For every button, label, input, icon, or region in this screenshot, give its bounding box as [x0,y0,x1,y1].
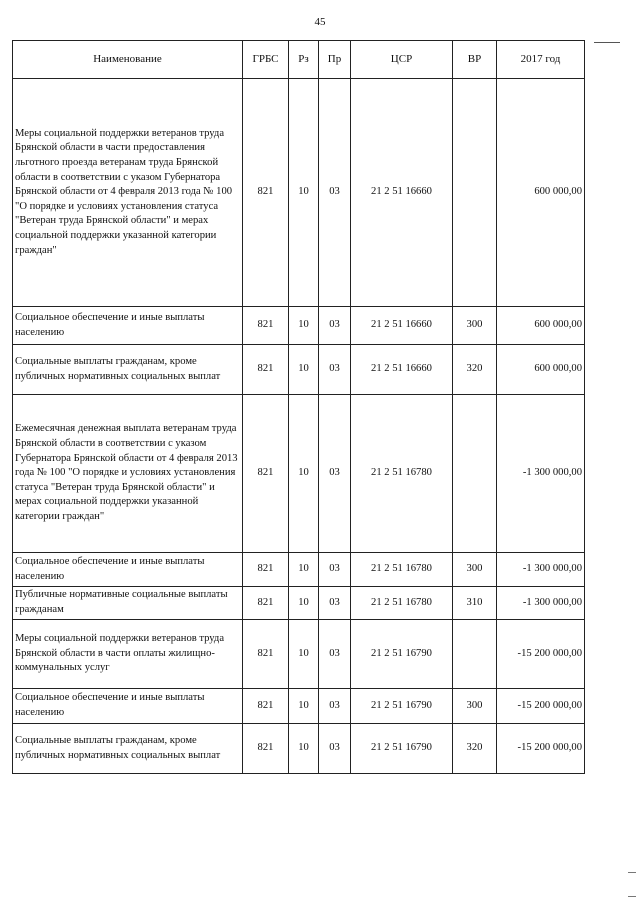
row-name: Социальное обеспечение и иные выплаты населению [13,307,243,345]
row-csr: 21 2 51 16660 [351,345,453,395]
row-name: Социальное обеспечение и иные выплаты населению [13,553,243,587]
col-header-amount: 2017 год [497,41,585,79]
col-header-csr: ЦСР [351,41,453,79]
row-vr: 320 [453,724,497,774]
row-grbs: 821 [243,307,289,345]
table-row [13,724,585,774]
row-name: Ежемесячная денежная выплата ветеранам труда Брянской области в соответствии с указом Губернатора Брянской области от 4 февраля 2013 года № 100 "О порядке и условиях установления статуса "Ветеран труда Брянской области" и мерах социальной поддержки указанной категории граждан" [13,395,243,553]
row-pr: 03 [319,620,351,689]
table-row [13,395,585,553]
row-name: Меры социальной поддержки ветеранов труда Брянской области в части оплаты жилищно-коммунальных услуг [13,620,243,689]
row-csr: 21 2 51 16780 [351,587,453,620]
row-rz: 10 [289,553,319,587]
table-row [13,587,585,620]
row-grbs: 821 [243,724,289,774]
table-row [13,553,585,587]
row-vr: 300 [453,689,497,724]
row-grbs: 821 [243,689,289,724]
row-vr [453,79,497,307]
row-amount: -15 200 000,00 [497,689,585,724]
row-amount: -15 200 000,00 [497,724,585,774]
row-amount: -1 300 000,00 [497,587,585,620]
row-csr: 21 2 51 16660 [351,307,453,345]
row-vr [453,395,497,553]
page-number: 45 [314,16,326,28]
row-amount: 600 000,00 [497,307,585,345]
row-rz: 10 [289,587,319,620]
row-rz: 10 [289,724,319,774]
row-vr: 300 [453,553,497,587]
row-rz: 10 [289,689,319,724]
row-grbs: 821 [243,79,289,307]
row-pr: 03 [319,689,351,724]
row-csr: 21 2 51 16790 [351,724,453,774]
row-amount: -1 300 000,00 [497,553,585,587]
row-grbs: 821 [243,620,289,689]
table-row [13,345,585,395]
table-row [13,689,585,724]
row-rz: 10 [289,395,319,553]
col-header-pr: Пр [319,41,351,79]
row-rz: 10 [289,79,319,307]
row-pr: 03 [319,395,351,553]
scan-mark [628,872,636,873]
col-header-rz: Рз [289,41,319,79]
row-amount: 600 000,00 [497,79,585,307]
row-pr: 03 [319,724,351,774]
row-vr: 320 [453,345,497,395]
col-header-grbs: ГРБС [243,41,289,79]
row-rz: 10 [289,620,319,689]
row-grbs: 821 [243,395,289,553]
row-csr: 21 2 51 16660 [351,79,453,307]
row-csr: 21 2 51 16790 [351,689,453,724]
table-row [13,620,585,689]
row-csr: 21 2 51 16780 [351,553,453,587]
scan-mark [594,42,620,43]
row-grbs: 821 [243,553,289,587]
row-grbs: 821 [243,587,289,620]
row-pr: 03 [319,307,351,345]
row-name: Социальные выплаты гражданам, кроме публичных нормативных социальных выплат [13,724,243,774]
row-rz: 10 [289,345,319,395]
row-amount: -15 200 000,00 [497,620,585,689]
col-header-vr: ВР [453,41,497,79]
row-amount: -1 300 000,00 [497,395,585,553]
row-vr [453,620,497,689]
row-csr: 21 2 51 16780 [351,395,453,553]
table-row [13,307,585,345]
row-pr: 03 [319,587,351,620]
col-header-name: Наименование [13,41,243,79]
budget-table [12,40,585,774]
row-csr: 21 2 51 16790 [351,620,453,689]
row-name: Публичные нормативные социальные выплаты гражданам [13,587,243,620]
row-pr: 03 [319,345,351,395]
table-row [13,79,585,307]
row-vr: 300 [453,307,497,345]
scan-mark [628,896,636,897]
row-name: Социальное обеспечение и иные выплаты населению [13,689,243,724]
row-vr: 310 [453,587,497,620]
row-pr: 03 [319,553,351,587]
row-rz: 10 [289,307,319,345]
table-header-row [13,41,585,79]
row-pr: 03 [319,79,351,307]
row-name: Меры социальной поддержки ветеранов труда Брянской области в части предоставления льготного проезда ветеранам труда Брянской области в соответствии с указом Губернатора Брянской области от 4 февраля 2013 года № 100 "О порядке и условиях установления статуса "Ветеран труда Брянской области" и мерах социальной поддержки указанной категории граждан" [13,79,243,307]
row-amount: 600 000,00 [497,345,585,395]
row-name: Социальные выплаты гражданам, кроме публичных нормативных социальных выплат [13,345,243,395]
row-grbs: 821 [243,345,289,395]
